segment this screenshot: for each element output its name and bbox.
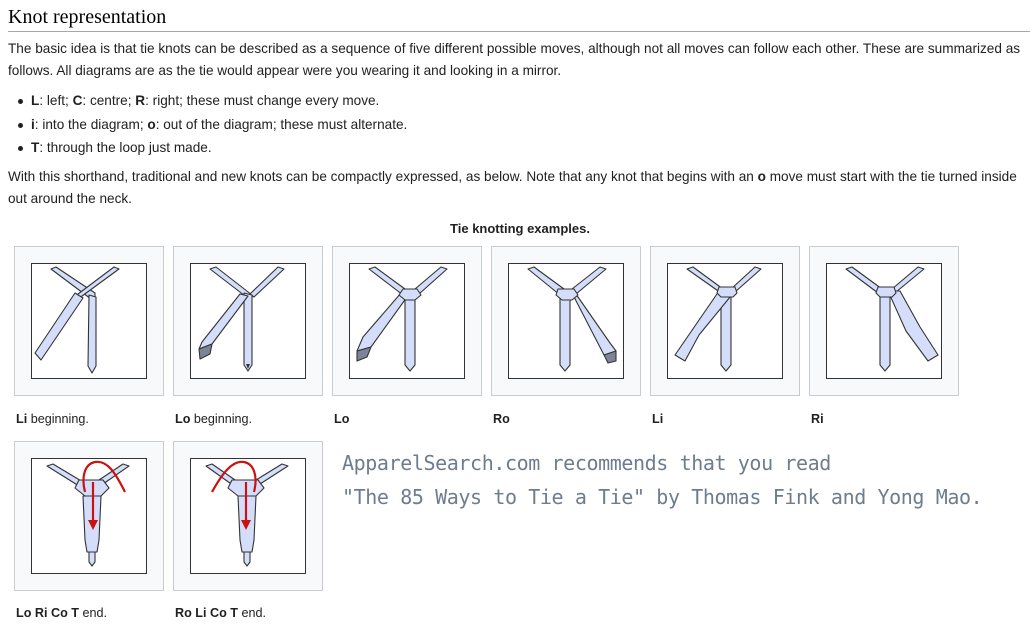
move-item [8, 136, 407, 160]
ri-diagram [810, 247, 960, 397]
move-text: i: into the diagram; o: out of the diagram; these must alternate. [31, 116, 408, 132]
gallery-thumb-lo-beginning[interactable] [173, 246, 323, 396]
lo-beginning-diagram [174, 247, 324, 397]
gallery-thumb-ri[interactable] [809, 246, 959, 396]
example-suffix: beginning. [190, 412, 253, 426]
li-beginning-diagram [15, 247, 165, 397]
example-caption [175, 605, 266, 621]
example-suffix: end. [78, 606, 107, 620]
example-suffix: end. [237, 606, 266, 620]
gallery-thumb-ro[interactable] [491, 246, 641, 396]
example-caption [175, 411, 252, 427]
moves-list [8, 89, 407, 160]
example-caption [652, 411, 663, 427]
gallery-thumb-li[interactable] [650, 246, 800, 396]
example-code: Lo Ri Co T [16, 606, 79, 620]
shorthand-text-after: move must start with the tie turned inside out around the neck. [8, 169, 1017, 206]
section-heading: Knot representation [8, 4, 1030, 32]
ro-li-co-t-end-diagram [174, 442, 324, 592]
gallery-thumb-lo[interactable] [332, 246, 482, 396]
li-diagram [651, 247, 801, 397]
example-caption [16, 605, 107, 621]
move-text: L: left; C: centre; R: right; these must change every move. [31, 93, 380, 108]
example-caption [811, 411, 824, 427]
example-code: Lo [175, 412, 191, 426]
promo-line-2: "The 85 Ways to Tie a Tie" by Thomas Fink and Yong Mao. [342, 485, 983, 509]
example-code: Ro Li Co T [175, 606, 238, 620]
example-code: Lo [334, 412, 350, 426]
ro-diagram [492, 247, 642, 397]
gallery-thumb-li-beginning[interactable] [14, 246, 164, 396]
gallery-thumb-lo-ri-co-t-end[interactable] [14, 441, 164, 591]
example-caption [334, 411, 349, 427]
example-code: Ri [811, 412, 824, 426]
example-code: Li [16, 412, 28, 426]
move-item [8, 89, 407, 113]
shorthand-paragraph [8, 166, 1033, 210]
move-item [8, 113, 407, 137]
move-text: T: through the loop just made. [31, 140, 212, 155]
example-suffix: beginning. [27, 412, 89, 426]
gallery-title: Tie knotting examples. [450, 221, 590, 236]
shorthand-bold-move: o [757, 169, 766, 184]
lo-diagram [333, 247, 483, 397]
promo-line-1: ApparelSearch.com recommends that you read [342, 451, 831, 475]
intro-paragraph: The basic idea is that tie knots can be described as a sequence of five different possible moves, although not all moves can follow each other. These are summarized as follows. All diagrams are as the tie would appear were you wearing it and looking in a mirror. [8, 41, 1021, 78]
example-code: Ro [493, 412, 510, 426]
lo-ri-co-t-end-diagram [15, 442, 165, 592]
shorthand-text-before: With this shorthand, traditional and new knots can be compactly expressed, as below. Note that any knot that begins with an [8, 169, 758, 184]
gallery-thumb-ro-li-co-t-end[interactable] [173, 441, 323, 591]
example-code: Li [652, 412, 664, 426]
example-caption [16, 411, 89, 427]
example-caption [493, 411, 510, 427]
